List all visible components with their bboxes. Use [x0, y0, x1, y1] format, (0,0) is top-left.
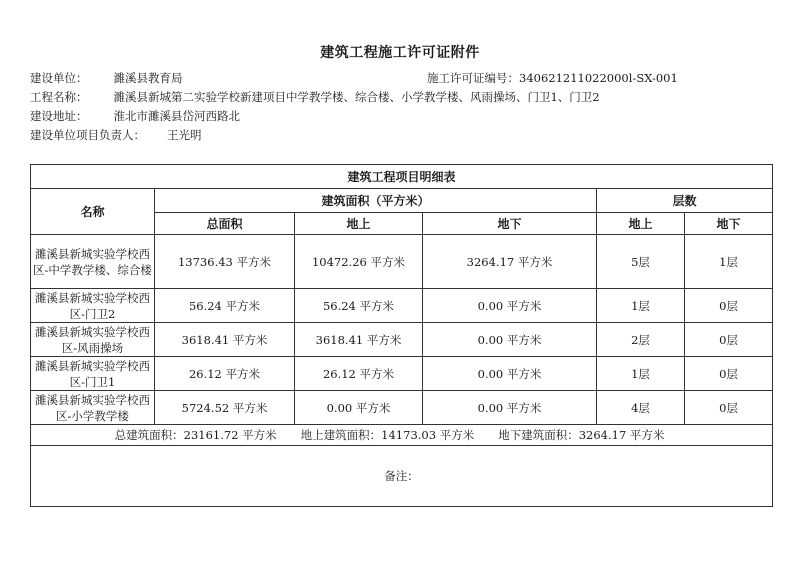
manager-value: 王光明	[167, 128, 202, 142]
row-above-area: 10472.26 平方米	[295, 235, 423, 289]
row-total-area: 13736.43 平方米	[155, 235, 295, 289]
header-name: 名称	[31, 189, 155, 235]
row-above-area: 26.12 平方米	[295, 357, 423, 391]
manager-label: 建设单位项目负责人：	[30, 128, 145, 142]
row-below-area: 0.00 平方米	[423, 323, 597, 357]
row-above-floors: 1层	[597, 357, 685, 391]
table-row	[31, 289, 773, 323]
header-above-area: 地上	[295, 213, 423, 235]
summary-total-area: 总建筑面积：23161.72 平方米	[114, 428, 277, 442]
row-above-floors: 2层	[597, 323, 685, 357]
row-above-floors: 5层	[597, 235, 685, 289]
table-row	[31, 323, 773, 357]
project-name-value: 濉溪县新城第二实验学校新建项目中学教学楼、综合楼、小学教学楼、风雨操场、门卫1、门卫2	[113, 90, 600, 104]
row-below-area: 0.00 平方米	[423, 391, 597, 425]
row-total-area: 3618.41 平方米	[155, 323, 295, 357]
row-above-area: 0.00 平方米	[295, 391, 423, 425]
row-below-area: 0.00 平方米	[423, 289, 597, 323]
construction-unit-value: 濉溪县教育局	[113, 71, 183, 85]
row-total-area: 56.24 平方米	[155, 289, 295, 323]
area-summary	[31, 425, 773, 446]
header-above-floors: 地上	[597, 213, 685, 235]
row-name: 濉溪县新城实验学校西区-中学教学楼、综合楼	[31, 235, 155, 289]
remark-label: 备注：	[384, 469, 419, 483]
row-total-area: 26.12 平方米	[155, 357, 295, 391]
summary-above-area: 地上建筑面积：14173.03 平方米	[300, 428, 475, 442]
address-label: 建设地址：	[30, 109, 88, 123]
row-name: 濉溪县新城实验学校西区-门卫1	[31, 357, 155, 391]
row-above-floors: 4层	[597, 391, 685, 425]
row-below-floors: 0层	[685, 323, 773, 357]
table-row	[31, 235, 773, 289]
row-below-floors: 0层	[685, 357, 773, 391]
row-name: 濉溪县新城实验学校西区-小学教学楼	[31, 391, 155, 425]
permit-number-value: 340621211022000l-SX-001	[519, 71, 678, 85]
row-below-area: 0.00 平方米	[423, 357, 597, 391]
document-title: 建筑工程施工许可证附件	[320, 45, 480, 61]
row-below-floors: 0层	[685, 289, 773, 323]
address-line	[30, 108, 240, 124]
header-below-area: 地下	[423, 213, 597, 235]
construction-unit-line	[30, 70, 183, 86]
row-below-floors: 1层	[685, 235, 773, 289]
project-detail-table	[30, 164, 773, 507]
row-below-area: 3264.17 平方米	[423, 235, 597, 289]
manager-line	[30, 127, 202, 143]
table-row	[31, 391, 773, 425]
row-below-floors: 0层	[685, 391, 773, 425]
row-name: 濉溪县新城实验学校西区-门卫2	[31, 289, 155, 323]
project-name-label: 工程名称：	[30, 90, 88, 104]
row-above-area: 56.24 平方米	[295, 289, 423, 323]
remark-cell	[31, 446, 773, 507]
project-name-line	[30, 89, 600, 105]
row-name: 濉溪县新城实验学校西区-风雨操场	[31, 323, 155, 357]
header-floors-group: 层数	[597, 189, 773, 213]
summary-row	[31, 425, 773, 446]
header-total-area: 总面积	[155, 213, 295, 235]
row-total-area: 5724.52 平方米	[155, 391, 295, 425]
summary-below-area: 地下建筑面积：3264.17 平方米	[498, 428, 665, 442]
header-area-group: 建筑面积（平方米）	[155, 189, 597, 213]
header-below-floors: 地下	[685, 213, 773, 235]
remark-row	[31, 446, 773, 507]
permit-number-line	[427, 70, 678, 86]
row-above-floors: 1层	[597, 289, 685, 323]
table-row	[31, 357, 773, 391]
table-caption: 建筑工程项目明细表	[31, 165, 773, 189]
permit-number-label: 施工许可证编号：	[427, 71, 519, 85]
address-value: 淮北市濉溪县岱河西路北	[113, 109, 240, 123]
construction-unit-label: 建设单位：	[30, 71, 88, 85]
row-above-area: 3618.41 平方米	[295, 323, 423, 357]
